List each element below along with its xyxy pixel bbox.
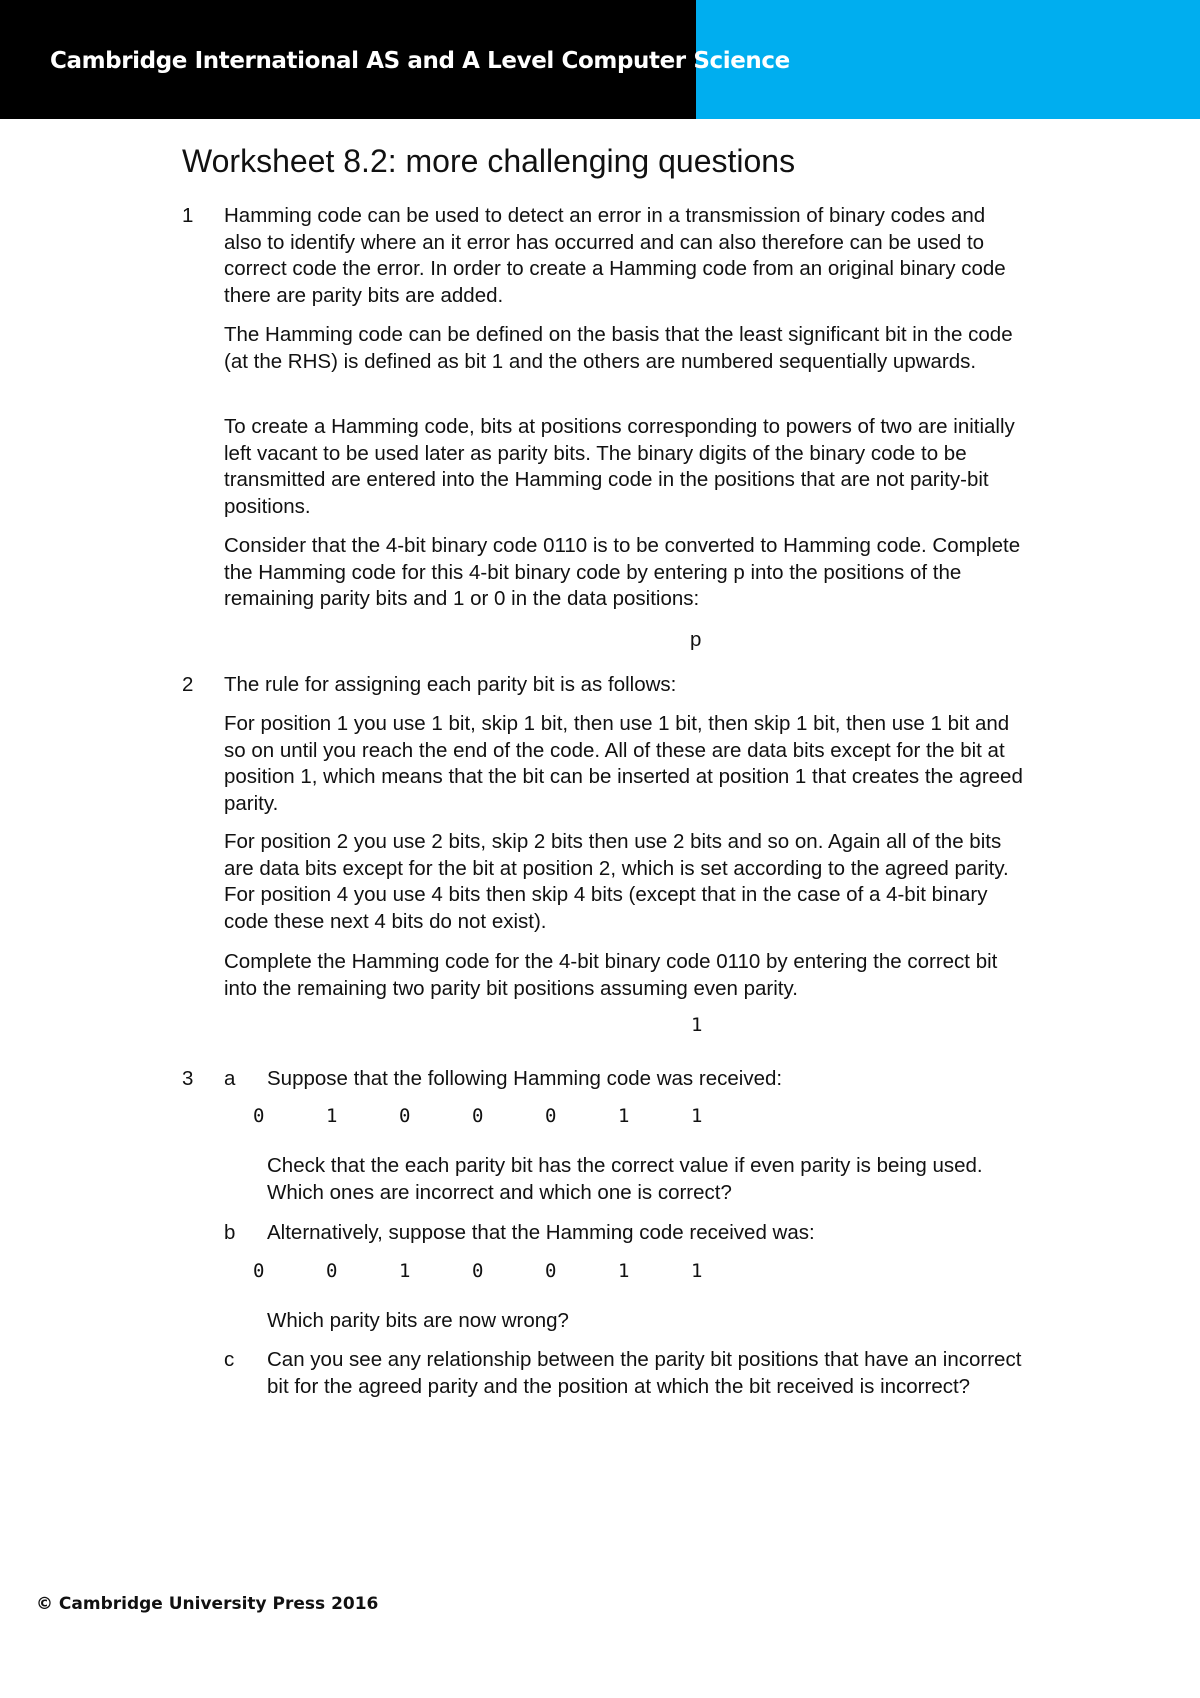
question-3a-text: Suppose that the following Hamming code was received: bbox=[267, 1067, 783, 1090]
question-3b-letter: b bbox=[224, 1221, 236, 1244]
question-3c-letter: c bbox=[224, 1348, 235, 1371]
bit: 0 bbox=[399, 1105, 411, 1127]
question-3b-question: Which parity bits are now wrong? bbox=[267, 1309, 569, 1332]
bit: 0 bbox=[545, 1260, 557, 1282]
question-3b-text: Alternatively, suppose that the Hamming code received was: bbox=[267, 1221, 815, 1244]
bit: 1 bbox=[618, 1105, 630, 1127]
bit: 1 bbox=[691, 1105, 703, 1127]
question-1-answer-mark: p bbox=[690, 628, 702, 651]
header-banner bbox=[0, 0, 1200, 119]
bit: 0 bbox=[253, 1105, 265, 1127]
bit: 0 bbox=[472, 1260, 484, 1282]
bit: 0 bbox=[326, 1260, 338, 1282]
question-2-answer-mark: 1 bbox=[691, 1014, 703, 1036]
bit: 1 bbox=[399, 1260, 411, 1282]
bit: 0 bbox=[545, 1105, 557, 1127]
bit: 1 bbox=[691, 1260, 703, 1282]
question-2-paragraph-1: The rule for assigning each parity bit is as follows: bbox=[224, 673, 677, 696]
header-title: Cambridge International AS and A Level Computer Science bbox=[50, 48, 790, 74]
question-1-paragraph-4: Consider that the 4-bit binary code 0110 is to be converted to Hamming code. Complete the Hamming code for this 4-bit binary code by entering p into the positions of the remaining parity bits and 1 or 0 in the data positions: bbox=[224, 534, 1021, 610]
question-3c-text: Can you see any relationship between the parity bit positions that have an incorrect bit for the agreed parity and the position at which the bit received is incorrect? bbox=[267, 1348, 1022, 1398]
question-2-paragraph-3: For position 2 you use 2 bits, skip 2 bits then use 2 bits and so on. Again all of the bits are data bits except for the bit at position 2, which is set according to the agreed parity. For position 4 you use 4 bits then skip 4 bits (except that in the case of a 4-bit binary code these next 4 bits do not exist). bbox=[224, 830, 1009, 933]
page-title: Worksheet 8.2: more challenging questions bbox=[182, 143, 796, 179]
question-number: 3 bbox=[182, 1067, 194, 1090]
question-number: 1 bbox=[182, 204, 194, 227]
question-3a-question: Check that the each parity bit has the correct value if even parity is being used. Which ones are incorrect and which one is correct? bbox=[267, 1154, 983, 1204]
bit: 1 bbox=[618, 1260, 630, 1282]
question-number: 2 bbox=[182, 673, 194, 696]
question-3a-letter: a bbox=[224, 1067, 236, 1090]
bit: 0 bbox=[472, 1105, 484, 1127]
bit: 0 bbox=[253, 1260, 265, 1282]
question-1-paragraph-1: Hamming code can be used to detect an error in a transmission of binary codes and also to identify where an it error has occurred and can also therefore can be used to correct code the error. In order to create a Hamming code from an original binary code there are parity bits are added. bbox=[224, 204, 1006, 307]
question-1-paragraph-3: To create a Hamming code, bits at positions corresponding to powers of two are initially left vacant to be used later as parity bits. The binary digits of the binary code to be transmitted are entered into the Hamming code in the positions that are not parity-bit positions. bbox=[224, 415, 1015, 518]
question-2-paragraph-2: For position 1 you use 1 bit, skip 1 bit, then use 1 bit, then skip 1 bit, then use 1 bit and so on until you reach the end of the code. All of these are data bits except for the bit at position 1, which means that the bit can be inserted at position 1 that creates the agreed parity. bbox=[224, 712, 1023, 815]
question-1-paragraph-2: The Hamming code can be defined on the basis that the least significant bit in the code (at the RHS) is defined as bit 1 and the others are numbered sequentially upwards. bbox=[224, 323, 1013, 373]
bit: 1 bbox=[326, 1105, 338, 1127]
footer-copyright: © Cambridge University Press 2016 bbox=[36, 1594, 379, 1614]
question-2-paragraph-4: Complete the Hamming code for the 4-bit binary code 0110 by entering the correct bit into the remaining two parity bit positions assuming even parity. bbox=[224, 950, 998, 1000]
